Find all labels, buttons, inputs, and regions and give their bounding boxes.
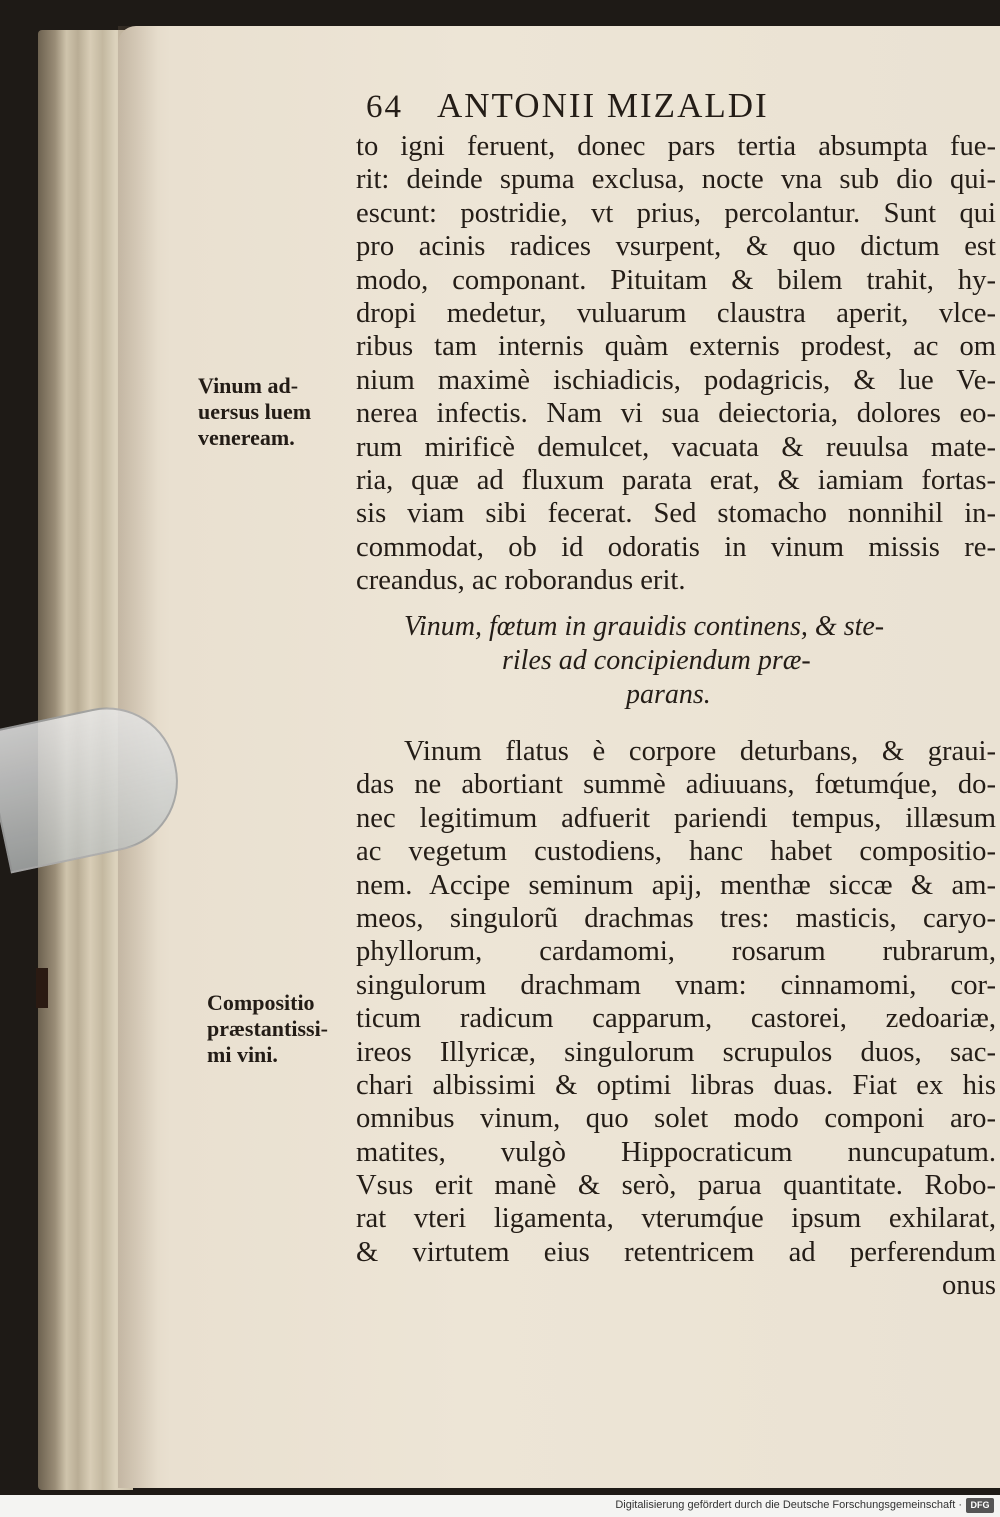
- margin-note-line: Compositio: [207, 990, 315, 1015]
- text-line: sis viam sibi fecerat. Sed stomacho nonnihil in-: [356, 498, 996, 530]
- heading-line: riles ad concipiendum præ-: [502, 645, 811, 676]
- running-head-title: ANTONII MIZALDI: [437, 86, 769, 125]
- margin-note-line: mi vini.: [207, 1042, 278, 1067]
- text-line: rit: deinde spuma exclusa, nocte vna sub dio qui-: [356, 164, 996, 196]
- text-line: nium maximè ischiadicis, podagricis, & lue Ve-: [356, 364, 996, 396]
- text-line: modo, componant. Pituitam & bilem trahit, hy-: [356, 264, 996, 296]
- paragraph-2: [356, 735, 996, 1303]
- paragraph-1: [356, 130, 996, 597]
- text-line: to igni feruent, donec pars tertia absumpta fue-: [356, 131, 996, 162]
- text-line: chari albissimi & optimi libras duas. Fiat ex his: [356, 1069, 996, 1101]
- text-line: ticum radicum capparum, castorei, zedoariæ,: [356, 1003, 996, 1035]
- text-line: commodat, ob id odoratis in vinum missis re-: [356, 531, 996, 563]
- margin-note-2: [207, 990, 328, 1068]
- margin-note-line: Vinum ad-: [198, 373, 299, 398]
- heading-line: parans.: [626, 679, 711, 710]
- text-line: nem. Accipe seminum apij, menthæ siccæ & am-: [356, 869, 996, 901]
- text-line: nec legitimum adfuerit pariendi tempus, illæsum: [356, 802, 996, 834]
- text-line: ac vegetum custodiens, hanc habet compositio-: [356, 836, 996, 868]
- ribbon-marker: [36, 968, 48, 1008]
- text-line: creandus, ac roborandus erit.: [356, 565, 686, 597]
- text-line: das ne abortiant summè adiuuans, fœtumq́ue, do-: [356, 769, 996, 801]
- margin-note-line: uersus luem: [198, 399, 312, 424]
- text-line: phyllorum, cardamomi, rosarum rubrarum,: [356, 936, 996, 968]
- text-line: matites, vulgò Hippocraticum nuncupatum.: [356, 1136, 996, 1168]
- dfg-logo: DFG: [966, 1498, 994, 1513]
- text-line: rum mirificè demulcet, vacuata & reuulsa mate-: [356, 431, 996, 463]
- text-line: meos, singulorũ drachmas tres: masticis, caryo-: [356, 902, 996, 934]
- text-line: & virtutem eius retentricem ad perferendum: [356, 1236, 996, 1268]
- text-line: Vsus erit manè & serò, parua quantitate. Robo-: [356, 1170, 996, 1202]
- text-line: pro acinis radices vsurpent, & quo dictum est: [356, 231, 996, 263]
- text-line: rat vteri ligamenta, vterumq́ue ipsum exhilarat,: [356, 1203, 996, 1235]
- text-line: dropi medetur, vuluarum claustra aperit, vlce-: [356, 297, 996, 329]
- section-heading: [404, 610, 964, 712]
- text-line: escunt: postridie, vt prius, percolantur. Sunt qui: [356, 197, 996, 229]
- margin-note-line: præstantissi-: [207, 1016, 329, 1041]
- text-line: singulorum drachmam vnam: cinnamomi, cor-: [356, 969, 996, 1001]
- text-line: omnibus vinum, quo solet modo componi aro-: [356, 1103, 996, 1135]
- text-line: ireos Illyricæ, singulorum scrupulos duos, sac-: [356, 1036, 996, 1068]
- footer-bar: [0, 1495, 1000, 1517]
- running-head: [366, 86, 886, 126]
- text-line: ribus tam internis quàm externis prodest, ac om: [356, 331, 996, 363]
- catchword: onus: [941, 1270, 996, 1302]
- text-line: Vinum flatus è corpore deturbans, & graui-: [404, 736, 996, 767]
- heading-line: Vinum, fœtum in grauidis continens, & ste-: [404, 611, 885, 642]
- margin-note-1: [198, 373, 311, 451]
- margin-note-line: veneream.: [198, 425, 295, 450]
- text-line: ria, quæ ad fluxum parata erat, & iamiam fortas-: [356, 464, 996, 496]
- page-number: 64: [366, 89, 403, 125]
- footer-credit: Digitalisierung gefördert durch die Deutsche Forschungsgemeinschaft ·: [615, 1499, 962, 1511]
- text-line: nerea infectis. Nam vi sua deiectoria, dolores eo-: [356, 398, 996, 430]
